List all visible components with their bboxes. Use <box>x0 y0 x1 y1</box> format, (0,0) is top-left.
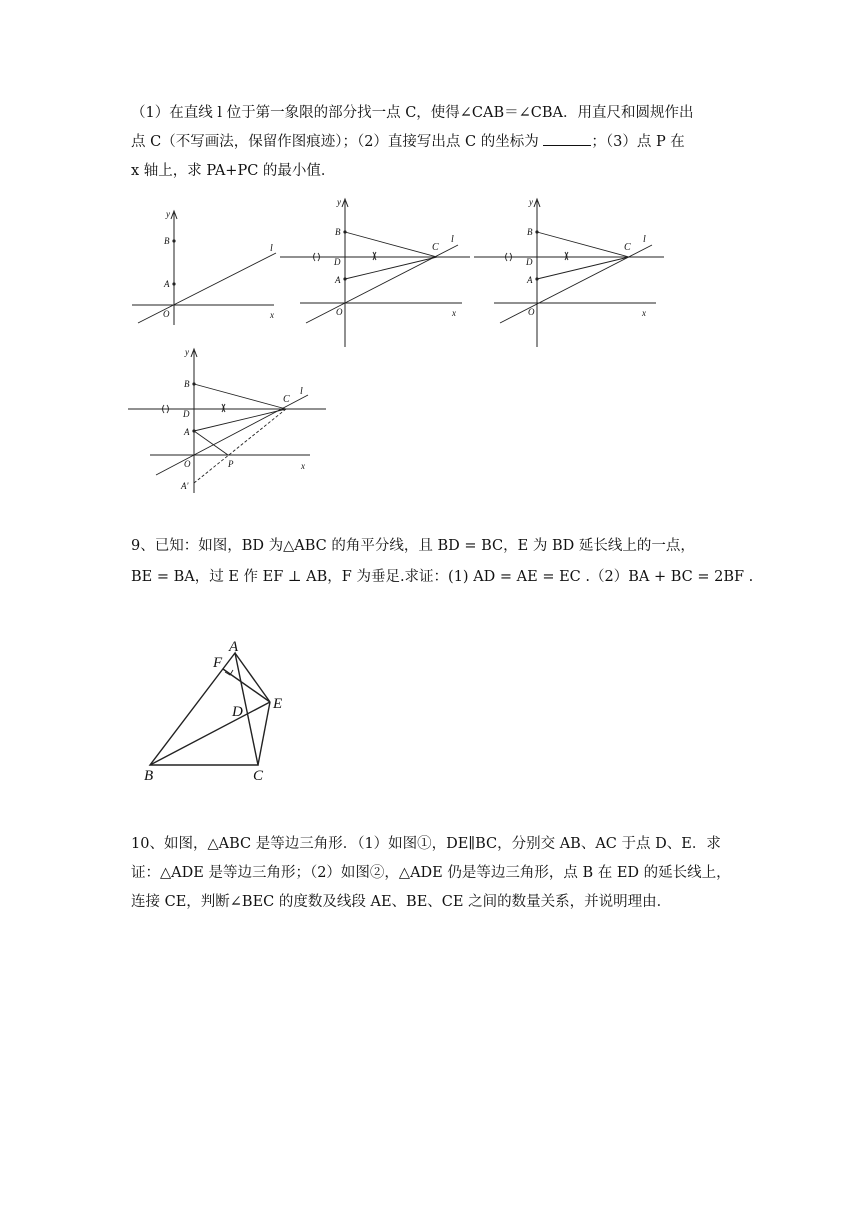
figure-point <box>535 230 538 233</box>
figure-point <box>535 277 538 280</box>
q10-line-1: 10、如图，△ABC 是等边三角形．（1）如图①，DE∥BC，分别交 AB、AC 于点 D、E．求 <box>131 836 721 852</box>
figure-label: D <box>526 257 533 267</box>
q9-label-d: D <box>232 704 243 720</box>
figure-label: C <box>624 242 631 253</box>
figure-label: A' <box>181 481 189 491</box>
figure-label: x <box>642 308 646 318</box>
figure-label: l <box>451 234 454 245</box>
figure-label: C <box>432 242 439 253</box>
label-b: B <box>164 236 170 246</box>
label-y: y <box>166 209 170 219</box>
figure-label: O <box>336 307 343 317</box>
q8-figure-4 <box>128 345 328 505</box>
figure-label: B <box>184 379 190 389</box>
q9-label-f: F <box>213 655 223 671</box>
q9-line-2: BE = BA，过 E 作 EF ⊥ AB，F 为垂足.求证：(1) AD = AE = EC .（2）BA + BC = 2BF . <box>131 569 754 585</box>
point-a <box>172 282 175 285</box>
figure-label: A <box>527 275 533 285</box>
figure-label: C <box>283 394 290 405</box>
figure-point <box>192 382 195 385</box>
figure-point <box>343 230 346 233</box>
figure-label: y <box>529 197 533 207</box>
figure-label: y <box>337 197 341 207</box>
figure-label: O <box>528 307 535 317</box>
figure-label: P <box>228 459 234 469</box>
q9-label-e: E <box>273 696 283 712</box>
q9-line-1: 9、已知：如图，BD 为△ABC 的角平分线，且 BD = BC，E 为 BD 延长线上的一点， <box>131 538 695 554</box>
figure-label: A <box>184 427 190 437</box>
q8-line-1: （1）在直线 l 位于第一象限的部分找一点 C，使得∠CAB＝∠CBA．用直尺和圆规作出 <box>131 105 694 121</box>
label-l: l <box>270 243 273 254</box>
point-b <box>172 239 175 242</box>
q8-line-3: x 轴上，求 PA+PC 的最小值． <box>131 163 336 179</box>
q8-line-2 <box>131 128 685 157</box>
q8-figure-1 <box>128 205 288 330</box>
figure-label: O <box>184 459 191 469</box>
label-a: A <box>164 279 170 289</box>
figure-point <box>343 277 346 280</box>
q10-line-2: 证：△ADE 是等边三角形；（2）如图②，△ADE 仍是等边三角形，点 B 在 ED 的延长线上， <box>131 865 731 881</box>
figure-label: y <box>185 347 189 357</box>
q9-label-b: B <box>144 768 154 784</box>
q8-line-2-text: 点 C（不写画法，保留作图痕迹）；（2）直接写出点 C 的坐标为 <box>131 134 539 150</box>
figure-label: B <box>335 227 341 237</box>
q9-label-c: C <box>253 768 264 784</box>
q8-figure-2 <box>280 195 470 350</box>
figure-label: x <box>301 461 305 471</box>
figure-label: B <box>527 227 533 237</box>
figure-label: l <box>300 386 303 397</box>
q9-figure <box>140 635 300 785</box>
figure-point <box>192 429 195 432</box>
label-x: x <box>270 310 274 320</box>
figure-label: x <box>452 308 456 318</box>
q8-line-2-tail: ；（3）点 P 在 <box>591 134 685 150</box>
figure-label: D <box>334 257 341 267</box>
q8-figure-3 <box>474 195 664 350</box>
answer-blank <box>543 132 591 146</box>
figure-label: D <box>183 409 190 419</box>
q10-line-3: 连接 CE，判断∠BEC 的度数及线段 AE、BE、CE 之间的数量关系，并说明理由． <box>131 894 672 910</box>
figure-label: l <box>643 234 646 245</box>
figure-label: A <box>335 275 341 285</box>
q9-label-a: A <box>229 639 239 655</box>
label-o: O <box>163 309 170 319</box>
